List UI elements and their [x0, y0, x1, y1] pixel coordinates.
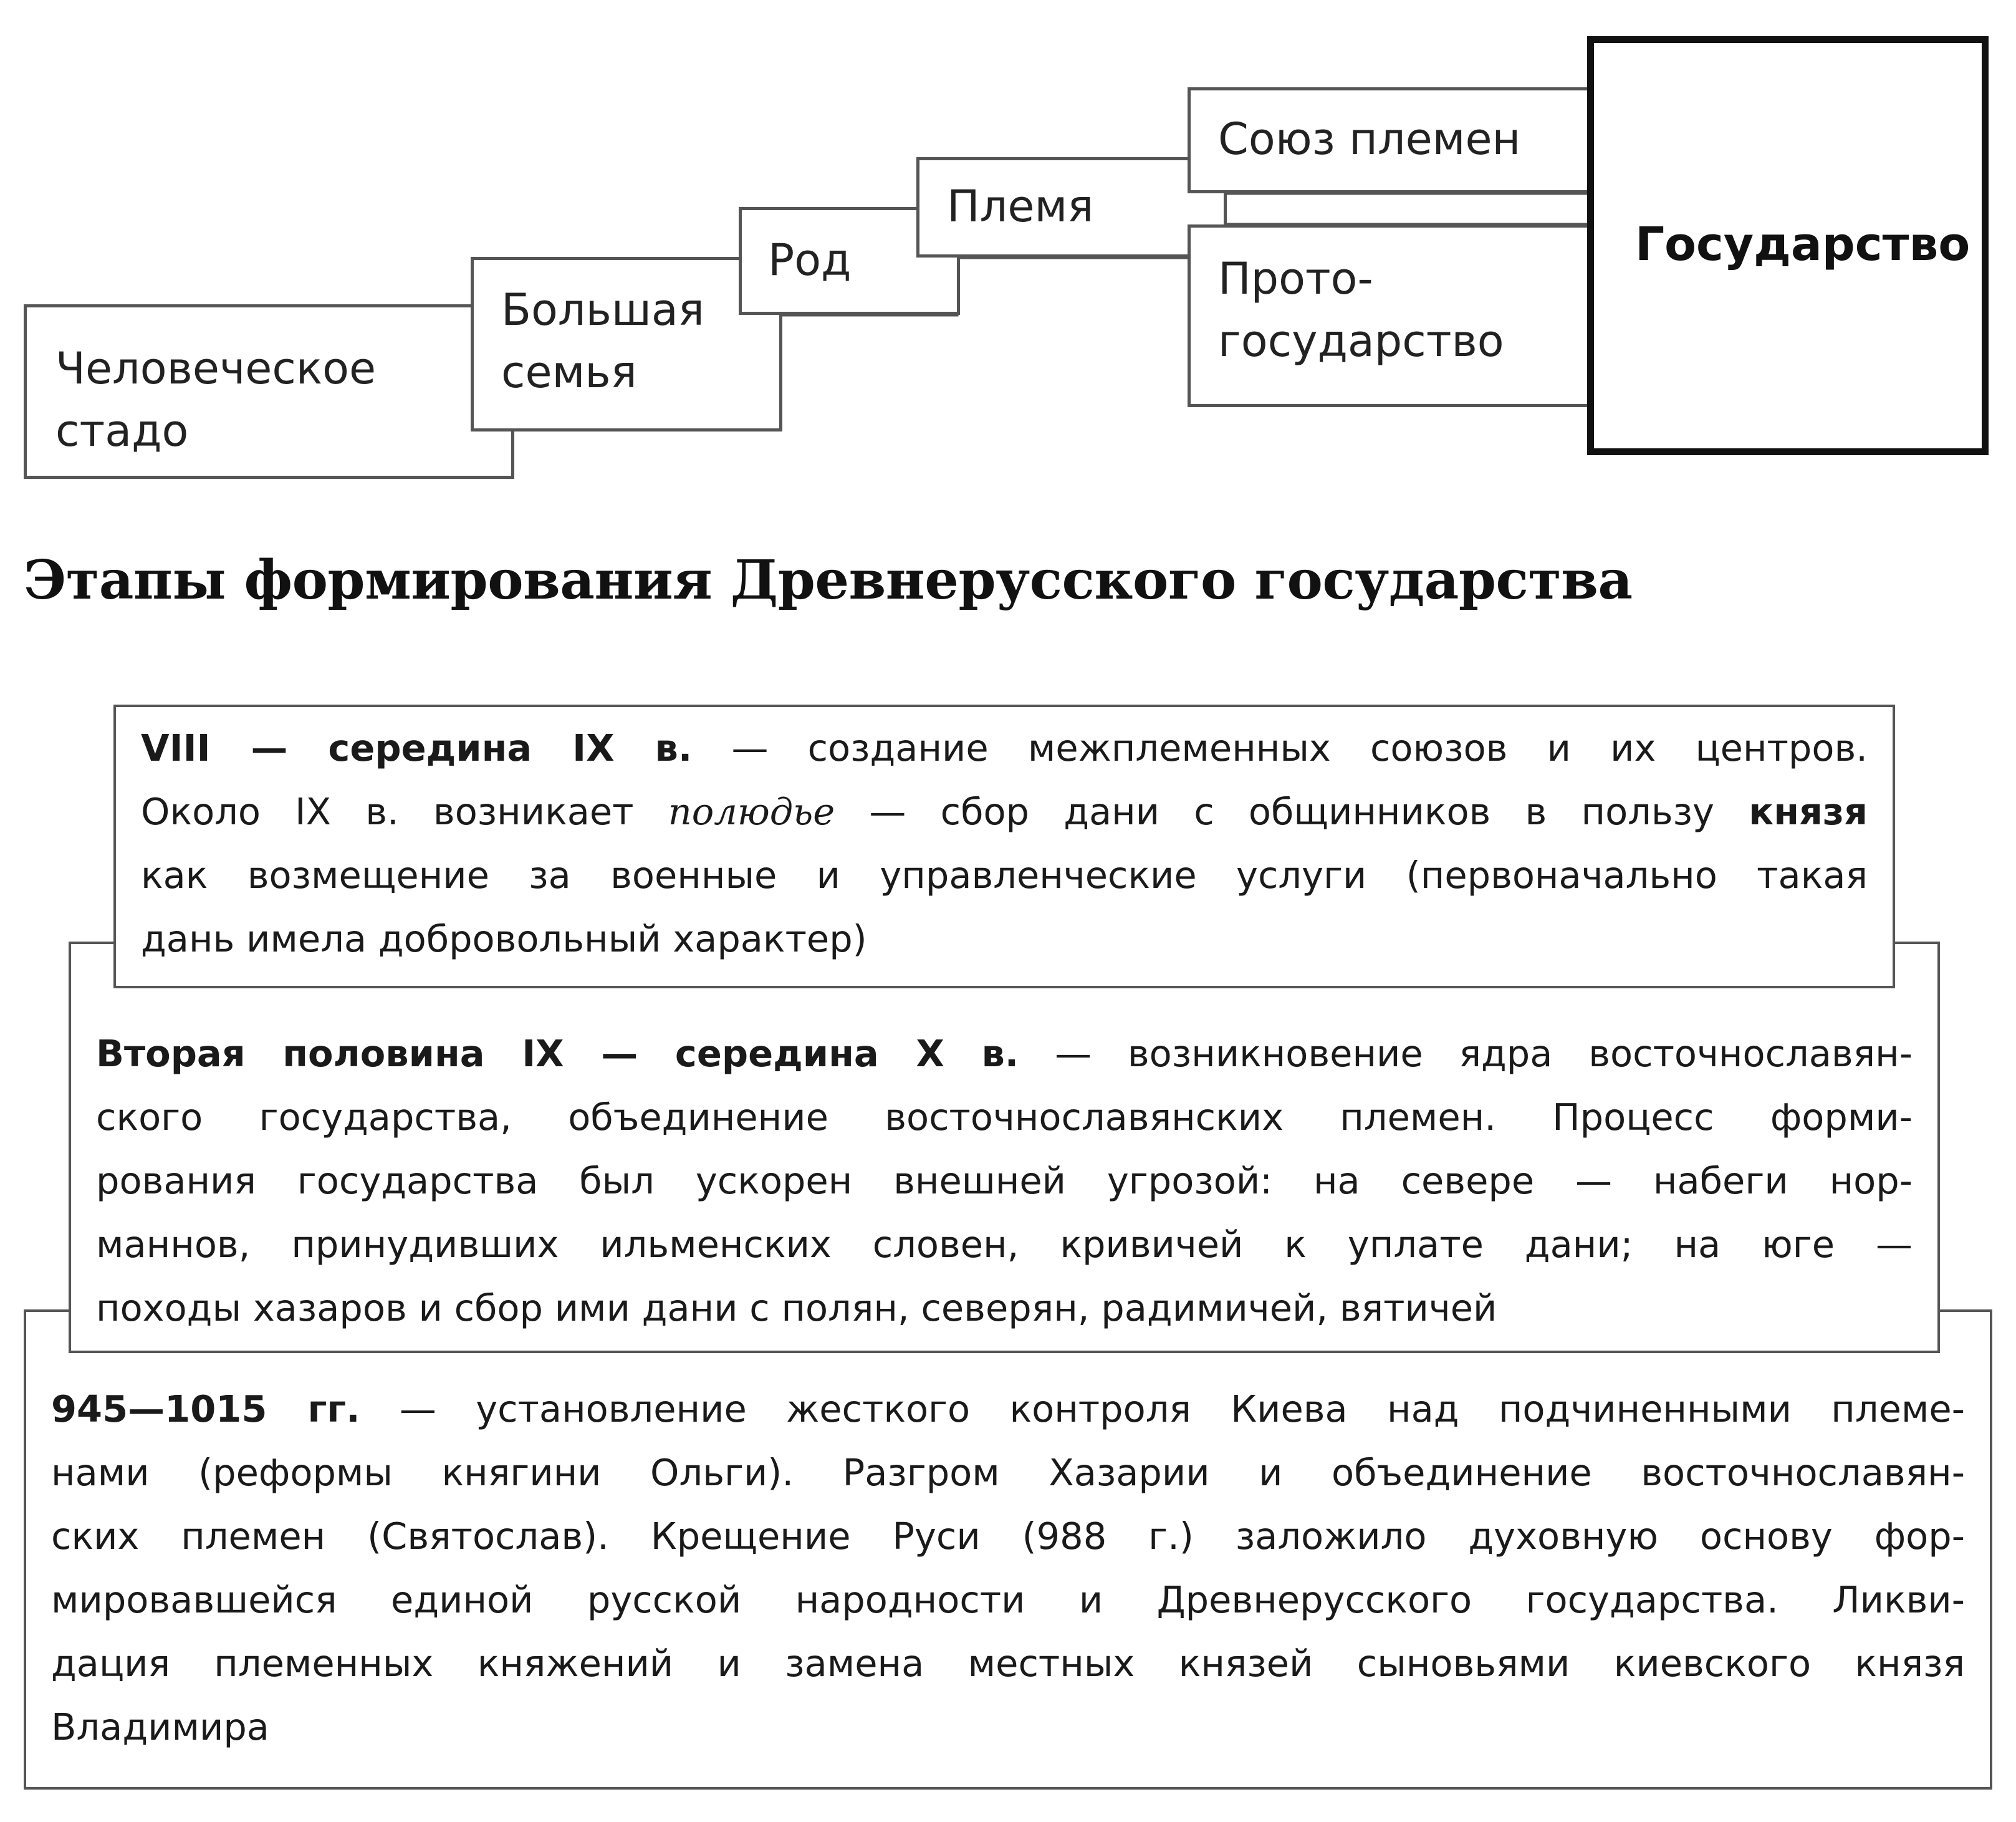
period-line: нами (реформы княгини Ольги). Разгром Хазарии и объединение восточнославян- [51, 1451, 1965, 1494]
step-protogosudarstvo [1188, 224, 1593, 407]
step-label: Род [768, 234, 852, 286]
period-line [51, 1377, 1965, 1441]
period-line [96, 1022, 1913, 1086]
period-text: — сбор дани с общинников в пользу [835, 790, 1749, 833]
step-label: государство [1218, 316, 1504, 367]
period-line: ского государства, объединение восточнославянских племен. Процесс форми- [96, 1096, 1913, 1139]
period-date: VIII — середина IX в. [141, 726, 693, 769]
step-chelovecheskoe-stado [24, 304, 514, 479]
period-line: Владимира [51, 1705, 269, 1748]
final-label: Государство [1635, 218, 1970, 271]
period-line: маннов, принудивших ильменских словен, кривичей к уплате дани; на юге — [96, 1223, 1913, 1266]
period-date: Вторая половина IX — середина X в. [96, 1032, 1019, 1075]
period-line [141, 716, 1868, 780]
step-bolshaya-semya [471, 257, 782, 431]
term-polyudye: полюдье [668, 790, 835, 833]
term-knyaz: князя [1749, 790, 1868, 833]
final-gosudarstvo [1587, 36, 1989, 455]
period-line: походы хазаров и сбор ими дани с полян, северян, радимичей, вятичей [96, 1286, 1497, 1329]
step-label: семья [501, 347, 637, 398]
step-plemya [916, 157, 1227, 258]
period-line: мировавшейся единой русской народности и Древнерусского государства. Ликви- [51, 1578, 1965, 1621]
step-label: Союз племен [1218, 113, 1521, 165]
step-label: Человеческое [55, 343, 377, 394]
step-label: Прото- [1218, 253, 1373, 304]
period-text: — возникновение ядра восточнославян- [1019, 1032, 1913, 1075]
step-label: стадо [55, 405, 189, 456]
period-text: — создание межплеменных союзов и их центров. [692, 726, 1868, 769]
period-line: рования государства был ускорен внешней угрозой: на севере — набеги нор- [96, 1159, 1913, 1202]
period-date: 945—1015 гг. [51, 1387, 360, 1430]
period-line: ских племен (Святослав). Крещение Руси (988 г.) заложило духовную основу фор- [51, 1515, 1965, 1558]
step-soyuz-plemen [1188, 87, 1593, 193]
period-line: как возмещение за военные и управленческие услуги (первоначально такая [141, 854, 1868, 897]
page-title: Этапы формирования Древнерусского государства [24, 549, 1633, 612]
period-line: дация племенных княжений и замена местных князей сыновьями киевского князя [51, 1642, 1965, 1685]
period-box-2 [69, 942, 1940, 1353]
period-line [141, 780, 1868, 844]
period-box-3 [24, 1309, 1992, 1790]
period-box-1 [113, 705, 1895, 988]
period-text: Около IX в. возникает [141, 790, 668, 833]
step-label: Большая [501, 284, 704, 335]
step-label: Племя [947, 181, 1094, 232]
period-text: — установление жесткого контроля Киева над подчиненными племе- [360, 1387, 1965, 1430]
period-line: дань имела добровольный характер) [141, 917, 867, 960]
